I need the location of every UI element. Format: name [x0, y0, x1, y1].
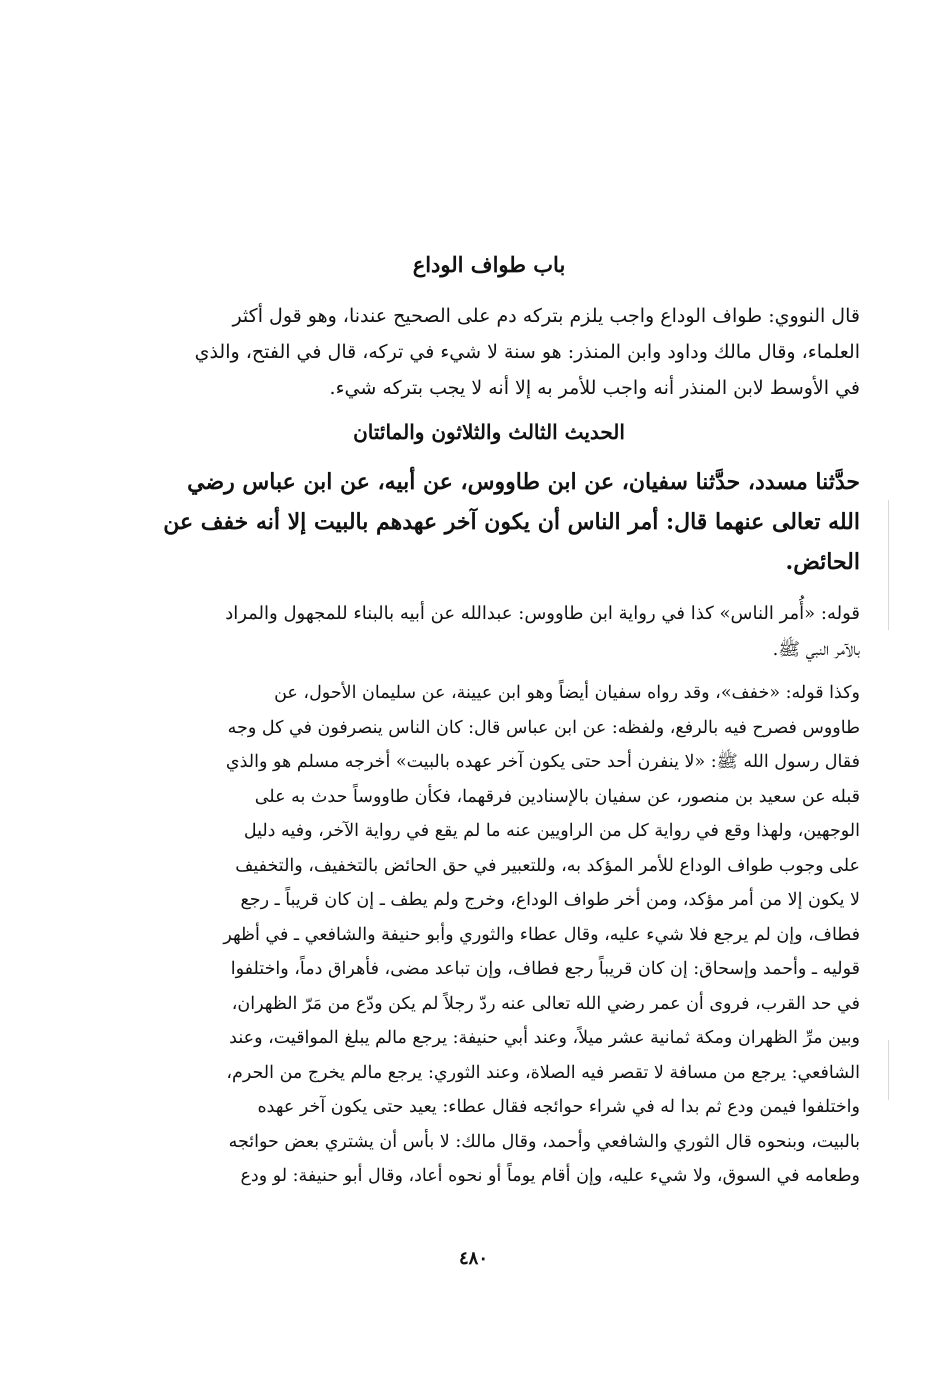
page-number: ٤٨٠ — [458, 1248, 488, 1269]
commentary-line: قوله: «أُمر الناس» كذا في رواية ابن طاووس: عبدالله عن أبيه بالبناء للمجهول والمراد — [225, 603, 860, 624]
commentary-line: قبله عن سعيد بن منصور، عن سفيان بالإسنادين فرقهما، فكأن طاووساً حدث به على — [254, 786, 860, 807]
commentary-line: واختلفوا فيمن ودع ثم بدا له في شراء حوائجه فقال عطاء: يعيد حتى يكون آخر عهده — [257, 1097, 860, 1117]
commentary-line: فطاف، وإن لم يرجع فلا شيء عليه، وقال عطاء والثوري وأبو حنيفة والشافعي ـ في أظهر — [223, 924, 860, 945]
commentary-line: طاووس فصرح فيه بالرفع، ولفظه: عن ابن عباس قال: كان الناس ينصرفون في كل وجه — [227, 717, 860, 738]
intro-line: في الأوسط لابن المنذر أنه واجب للأمر به إلا أنه لا يجب بتركه شيء. — [329, 377, 860, 399]
scan-edge-mark — [888, 1040, 889, 1100]
commentary-paragraph — [118, 596, 860, 668]
chapter-title: باب طواف الوداع — [412, 252, 566, 277]
commentary-line: على وجوب طواف الوداع للأمر المؤكد به، وللتعبير في حق الحائض بالتخفيف، والتخفيف — [235, 855, 860, 876]
commentary-line: لا يكون إلا من أمر مؤكد، ومن أخر طواف الوداع، وخرج ولم يطف ـ إن كان قريباً ـ رجع — [240, 890, 860, 910]
commentary-line: بالبيت، وبنحوه قال الثوري والشافعي وأحمد، وقال مالك: لا بأس أن يشتري بعض حوائجه — [228, 1131, 860, 1152]
commentary-line: الشافعي: يرجع من مسافة لا تقصر فيه الصلاة، وعند الثوري: يرجع مالم يخرج من الحرم، — [226, 1062, 860, 1083]
hadith-title: الحديث الثالث والثلاثون والمائتان — [353, 420, 625, 444]
hadith-line: الحائض. — [785, 549, 860, 575]
commentary-line: بالآمر النبي ﷺ. — [772, 639, 860, 660]
scan-edge-mark — [888, 500, 889, 630]
intro-paragraph — [118, 298, 860, 406]
intro-line: قال النووي: طواف الوداع واجب يلزم بتركه دم على الصحيح عندنا، وهو قول أكثر — [232, 305, 860, 327]
commentary-paragraph — [118, 676, 860, 1194]
commentary-line: الوجهين، ولهذا وقع في رواية كل من الراويين عنه ما لم يقع في رواية الآخر، وفيه دليل — [243, 821, 860, 841]
commentary-line: وكذا قوله: «خفف»، وقد رواه سفيان أيضاً وهو ابن عيينة، عن سليمان الأحول، عن — [274, 683, 860, 703]
hadith-text — [118, 462, 860, 582]
hadith-line: الله تعالى عنهما قال: أمر الناس أن يكون آخر عهدهم بالبيت إلا أنه خفف عن — [163, 509, 860, 535]
commentary-line: فقال رسول الله ﷺ: «لا ينفرن أحد حتى يكون آخر عهده بالبيت» أخرجه مسلم هو والذي — [225, 752, 860, 772]
commentary-line: قوليه ـ وأحمد وإسحاق: إن كان قريباً رجع فطاف، وإن تباعد مضى، فأهراق دماً، واختلفوا — [230, 959, 860, 979]
commentary-line: وبين مرِّ الظهران ومكة ثمانية عشر ميلاً، وعند أبي حنيفة: يرجع مالم يبلغ المواقيت، وعند — [229, 1028, 860, 1048]
commentary-line: في حد القرب، فروى أن عمر رضي الله تعالى عنه ردّ رجلاً لم يكن ودّع من مَرّ الظهران، — [231, 993, 860, 1014]
commentary-line: وطعامه في السوق، ولا شيء عليه، وإن أقام يوماً أو نحوه أعاد، وقال أبو حنيفة: لو ودع — [240, 1166, 860, 1186]
intro-line: العلماء، وقال مالك وداود وابن المنذر: هو سنة لا شيء في تركه، قال في الفتح، والذي — [194, 341, 860, 363]
hadith-line: حدَّثنا مسدد، حدَّثنا سفيان، عن ابن طاووس، عن أبيه، عن ابن عباس رضي — [187, 469, 860, 495]
